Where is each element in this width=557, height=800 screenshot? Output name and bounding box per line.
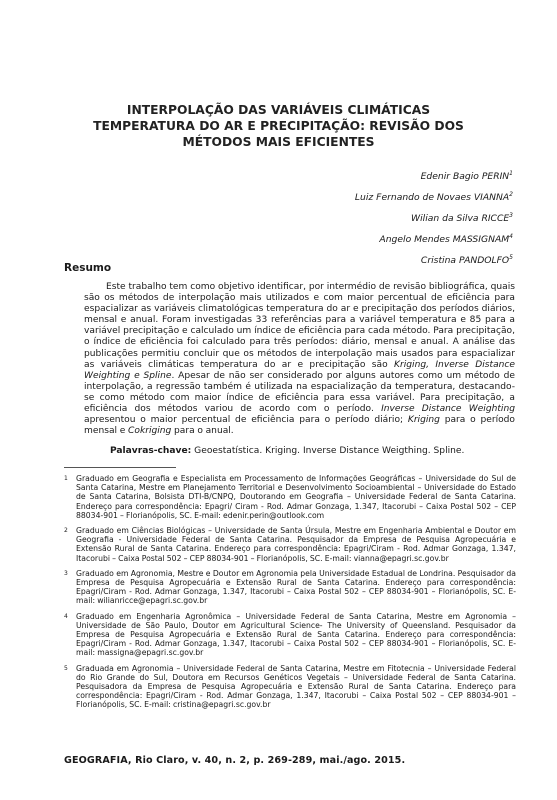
footnote: 4 Graduado em Engenharia Agronômica – Universidade Federal de Santa Catarina, Mestre em Agronomia – Universidade de São Paulo, Doutor em Agricultural Science- The University of Queensland. Pesquisador da Empresa de Pesquisa Agropecuária e Extensão Rural de Santa Catarina. Endereço para correspondência: Epagri/Ciram - Rod. Admar Gonzaga, 1.347, Itacorubi – Caixa Postal 502 – CEP 88034-901 – Florianópolis, SC. E-mail: massigna@epagri.sc.gov.br — [64, 611, 516, 658]
article-title — [80, 102, 477, 150]
title-line: MÉTODOS MAIS EFICIENTES — [182, 135, 375, 149]
journal-citation: GEOGRAFIA, Rio Claro, v. 40, n. 2, p. 269-289, mai./ago. 2015. — [64, 755, 406, 766]
author-name: Angelo Mendes MASSIGNAM$^4$ — [379, 233, 513, 246]
author-name: Cristina PANDOLFO$^5$ — [420, 254, 513, 267]
footnote: 2 Graduado em Ciências Biológicas – Universidade de Santa Úrsula, Mestre em Engenharia Ambiental e Doutor em Geografia - Universidade Federal de Santa Catarina. Pesquisador da Empresa de Pesquisa Agropecuária e Extensão Rural de Santa Catarina. Endereço para correspondência: Epagri/Ciram - Rod. Admar Gonzaga, 1.347, Itacorubi – Caixa Postal 502 – CEP 88034-901 – Florianópolis, SC. E-mail: vianna@epagri.sc.gov.br — [64, 526, 516, 563]
footnote-divider — [64, 467, 176, 468]
footnote: 1 Graduado em Geografia e Especialista em Processamento de Informações Geográficas – Universidade do Sul de Santa Catarina, Mestre em Planejamento Territorial e Desenvolvimento Socioambiental – Universidade do Estado de Santa Catarina, Bolsista DTI-B/CNPQ, Doutorando em Geografia – Universidade Federal de Santa Catarina. Endereço para correspondência: Epagri/ Ciram - Rod. Admar Gonzaga, 1.347, Itacorubi – Caixa Postal 502 – CEP 88034-901 – Florianópolis, SC. E-mail: edenir.perin@outlook.com — [64, 474, 516, 520]
author-name: Luiz Fernando de Novaes VIANNA$^2$ — [354, 191, 513, 204]
author-list — [355, 165, 513, 270]
footnote: 5 Graduada em Agronomia – Universidade Federal de Santa Catarina, Mestre em Fitotecnia – Universidade Federal do Rio Grande do Sul, Doutora em Recursos Genéticos Vegetais – Universidade Federal de Santa Catarina. Pesquisadora da Empresa de Pesquisa Agropecuária e Extensão Rural de Santa Catarina. Endereço para correspondência: Epagri/Ciram - Rod. Admar Gonzaga, 1.347, Itacorubi – Caixa Postal 502 – CEP 88034-901 – Florianópolis, SC. E-mail: cristina@epagri.sc.gov.br — [64, 663, 516, 710]
author-name: Wilian da Silva RICCE$^3$ — [411, 212, 513, 225]
footnote: 3 Graduado em Agronomia, Mestre e Doutor em Agronomia pela Universidade Estadual de Londrina. Pesquisador da Empresa de Pesquisa Agropecuária e Extensão Rural de Santa Catarina. Endereço para correspondência: Epagri/Ciram - Rod. Admar Gonzaga, 1.347, Itacorubi – Caixa Postal 502 – CEP 88034-901 – Florianópolis, SC. E-mail: wilianricce@epagri.sc.gov.br — [64, 568, 516, 606]
keywords-text: Geoestatística. Kriging. Inverse Distance Weigthing. Spline. — [191, 446, 465, 456]
abstract-text: Este trabalho tem como objetivo identificar, por intermédio de revisão bibliográfica, quais são os métodos de interpolação mais utilizados e com maior percentual de eficiência para espacializar as variáveis climatológicas temperatura do ar e precipitação dos períodos diários, mensal e anual. Foram investigadas 33 referências para a variável temperatura e 85 para a variável precipitação e calculado um índice de eficiência para cada método. Para precipitação, o índice de eficiência foi calculado para três períodos: diário, mensal e anual. A análise das publicações permitiu concluir que os métodos de interpolação mais usados para espacializar as variáveis climáticas temperatura do ar e precipitação são Kriging, Inverse Distance Weighting e Spline. Apesar de não ser considerado por alguns autores como um método de interpolação, a regressão também é utilizada na espacialização da temperatura, destacando-se como método com maior índice de eficiência para essa variável. Para precipitação, a eficiência dos métodos variou de acordo com o período. Inverse Distance Weighting apresentou o maior percentual de eficiência para o período diário; Kriging para o período mensal e Cokriging para o anual. — [84, 282, 516, 437]
abstract-heading: Resumo — [64, 262, 112, 274]
footnotes — [64, 474, 516, 716]
title-line: INTERPOLAÇÃO DAS VARIÁVEIS CLIMÁTICAS — [126, 103, 431, 117]
keywords-label: Palavras-chave: — [110, 446, 192, 456]
author-name: Edenir Bagio PERIN$^1$ — [420, 170, 513, 183]
keywords — [110, 446, 464, 456]
title-line: TEMPERATURA DO AR E PRECIPITAÇÃO: REVISÃO DOS — [93, 119, 464, 133]
